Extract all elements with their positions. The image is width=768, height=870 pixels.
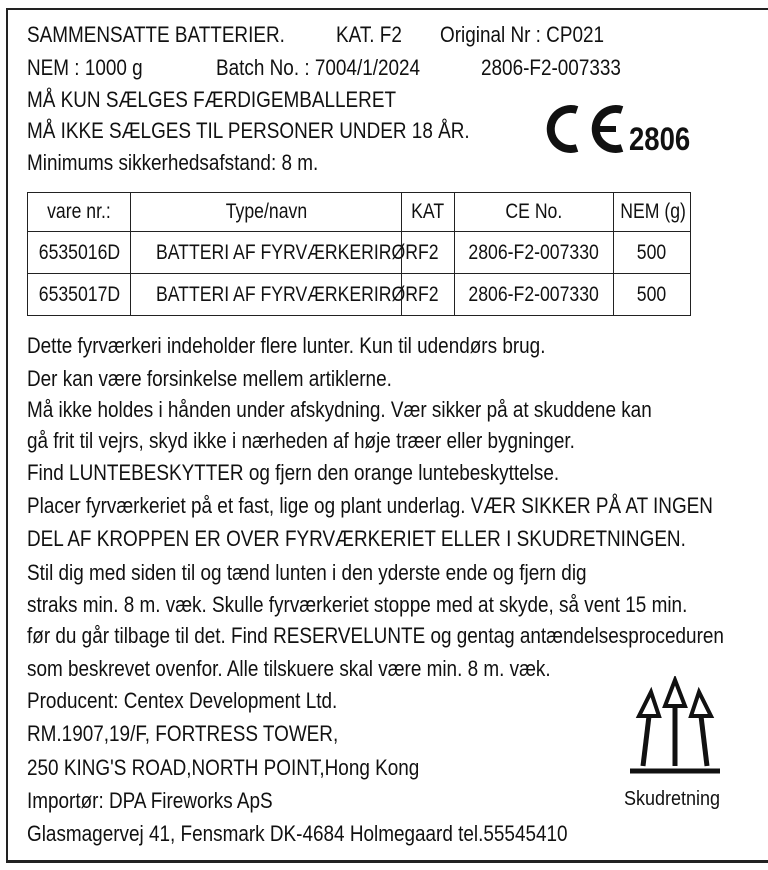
sales-restriction-age: MÅ IKKE SÆLGES TIL PERSONER UNDER 18 ÅR.: [27, 118, 470, 143]
category: KAT. F2: [336, 22, 402, 47]
instruction-line: DEL AF KROPPEN ER OVER FYRVÆRKERIET ELLER I SKUDRETNINGEN.: [27, 526, 686, 551]
header-nem: NEM (g): [614, 193, 691, 232]
instruction-line: som beskrevet ovenfor. Alle tilskuere skal være min. 8 m. væk.: [27, 656, 551, 681]
cell-nem: 500: [614, 274, 691, 316]
importer-name: Importør: DPA Fireworks ApS: [27, 788, 273, 813]
instruction-line: gå frit til vejrs, skyd ikke i nærheden af høje træer eller bygninger.: [27, 428, 575, 453]
ce-mark-icon: [540, 98, 628, 160]
safety-distance: Minimums sikkerhedsafstand: 8 m.: [27, 150, 319, 175]
producer-address-line: RM.1907,19/F, FORTRESS TOWER,: [27, 721, 339, 746]
table-header-row: [28, 193, 691, 232]
header-ce-number: CE No.: [455, 193, 614, 232]
cell-type-name: BATTERI AF FYRVÆRKERIRØR: [131, 232, 402, 274]
producer-name: Producent: Centex Development Ltd.: [27, 688, 338, 713]
registration-number: 2806-F2-007333: [481, 55, 621, 80]
importer-address: Glasmagervej 41, Fensmark DK-4684 Holmegaard tel.55545410: [27, 821, 568, 846]
instruction-line: Dette fyrværkeri indeholder flere lunter. Kun til udendørs brug.: [27, 333, 546, 358]
cell-nem: 500: [614, 232, 691, 274]
sales-restriction-packaging: MÅ KUN SÆLGES FÆRDIGEMBALLERET: [27, 87, 397, 112]
items-table: [27, 192, 691, 316]
instruction-line: Stil dig med siden til og tænd lunten i den yderste ende og fjern dig: [27, 560, 587, 585]
cell-category: F2: [402, 274, 455, 316]
cell-type-name: BATTERI AF FYRVÆRKERIRØR: [131, 274, 402, 316]
cell-item-number: 6535016D: [28, 232, 131, 274]
header-category: KAT: [402, 193, 455, 232]
batch-number: Batch No. : 7004/1/2024: [216, 55, 421, 80]
cell-ce-number: 2806-F2-007330: [455, 232, 614, 274]
instruction-line: Find LUNTEBESKYTTER og fjern den orange luntebeskyttelse.: [27, 460, 560, 485]
nem-weight: NEM : 1000 g: [27, 55, 143, 80]
original-number: Original Nr : CP021: [440, 22, 605, 47]
instruction-line: Må ikke holdes i hånden under afskydning. Vær sikker på at skuddene kan: [27, 397, 652, 422]
ce-notified-body-number: 2806: [629, 121, 691, 157]
instruction-line: Der kan være forsinkelse mellem artiklerne.: [27, 366, 392, 391]
producer-address-line: 250 KING'S ROAD,NORTH POINT,Hong Kong: [27, 755, 420, 780]
table-row: [28, 232, 691, 274]
cell-item-number: 6535017D: [28, 274, 131, 316]
header-type-name: Type/navn: [131, 193, 402, 232]
instruction-line: før du går tilbage til det. Find RESERVELUNTE og gentag antændelsesproceduren: [27, 623, 724, 648]
cell-category: F2: [402, 232, 455, 274]
shooting-direction-label: Skudretning: [624, 788, 721, 810]
upward-arrows-icon: [625, 676, 725, 778]
instruction-line: straks min. 8 m. væk. Skulle fyrværkeriet stoppe med at skyde, så vent 15 min.: [27, 592, 688, 617]
cell-ce-number: 2806-F2-007330: [455, 274, 614, 316]
instruction-line: Placer fyrværkeriet på et fast, lige og plant underlag. VÆR SIKKER PÅ AT INGEN: [27, 493, 713, 518]
product-title: SAMMENSATTE BATTERIER.: [27, 22, 285, 47]
table-row: [28, 274, 691, 316]
header-item-number: vare nr.:: [28, 193, 131, 232]
